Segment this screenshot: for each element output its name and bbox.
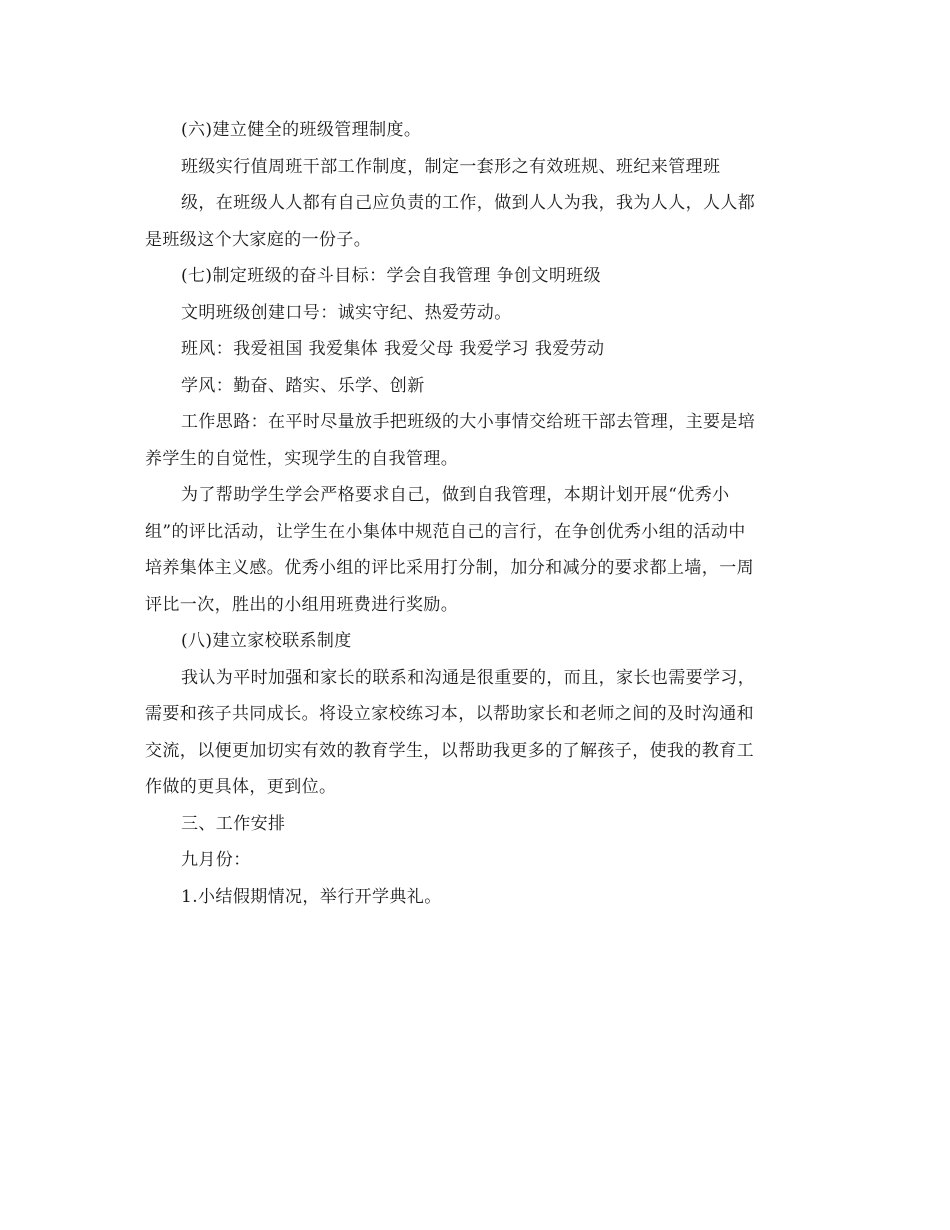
paragraph-line: 需要和孩子共同成长。将设立家校练习本，以帮助家长和老师之间的及时沟通和: [145, 704, 754, 724]
month-heading: 九月份：: [181, 850, 251, 870]
section-heading-3: 三、工作安排: [181, 813, 286, 834]
document-body: [145, 112, 805, 915]
paragraph-line: 养学生的自觉性，实现学生的自我管理。: [145, 448, 459, 469]
list-item: 1.小结假期情况，举行开学典礼。: [181, 886, 442, 907]
paragraph-line: 班级实行值周班干部工作制度，制定一套形之有效班规、班纪来管理班: [181, 156, 721, 177]
class-style-line: 班风：我爱祖国 我爱集体 我爱父母 我爱学习 我爱劳动: [181, 339, 605, 359]
slogan-line: 文明班级创建口号：诚实守纪、热爱劳动。: [181, 302, 512, 323]
study-style-line: 学风：勤奋、踏实、乐学、创新: [181, 375, 425, 396]
paragraph-line: 评比一次，胜出的小组用班费进行奖励。: [145, 594, 459, 615]
paragraph-line: 交流，以便更加切实有效的教育学生，以帮助我更多的了解孩子，使我的教育工: [145, 740, 754, 761]
paragraph-line: 组”的评比活动，让学生在小集体中规范自己的言行，在争创优秀小组的活动中: [145, 521, 746, 542]
section-heading-6: (六)建立健全的班级管理制度。: [181, 120, 422, 140]
paragraph-line: 我认为平时加强和家长的联系和沟通是很重要的，而且，家长也需要学习，: [181, 667, 756, 688]
paragraph-line: 工作思路：在平时尽量放手把班级的大小事情交给班干部去管理，主要是培: [181, 412, 756, 432]
paragraph-line: 为了帮助学生学会严格要求自己，做到自我管理，本期计划开展“优秀小: [181, 485, 730, 505]
paragraph-line: 作做的更具体，更到位。: [145, 777, 337, 797]
paragraph-line: 培养集体主义感。优秀小组的评比采用打分制，加分和减分的要求都上墙，一周: [145, 558, 754, 578]
section-heading-7: (七)制定班级的奋斗目标：学会自我管理 争创文明班级: [181, 266, 602, 286]
paragraph-line: 级，在班级人人都有自己应负责的工作，做到人人为我，我为人人，人人都: [181, 193, 756, 213]
section-heading-8: (八)建立家校联系制度: [181, 631, 352, 651]
paragraph-line: 是班级这个大家庭的一份子。: [145, 229, 372, 250]
